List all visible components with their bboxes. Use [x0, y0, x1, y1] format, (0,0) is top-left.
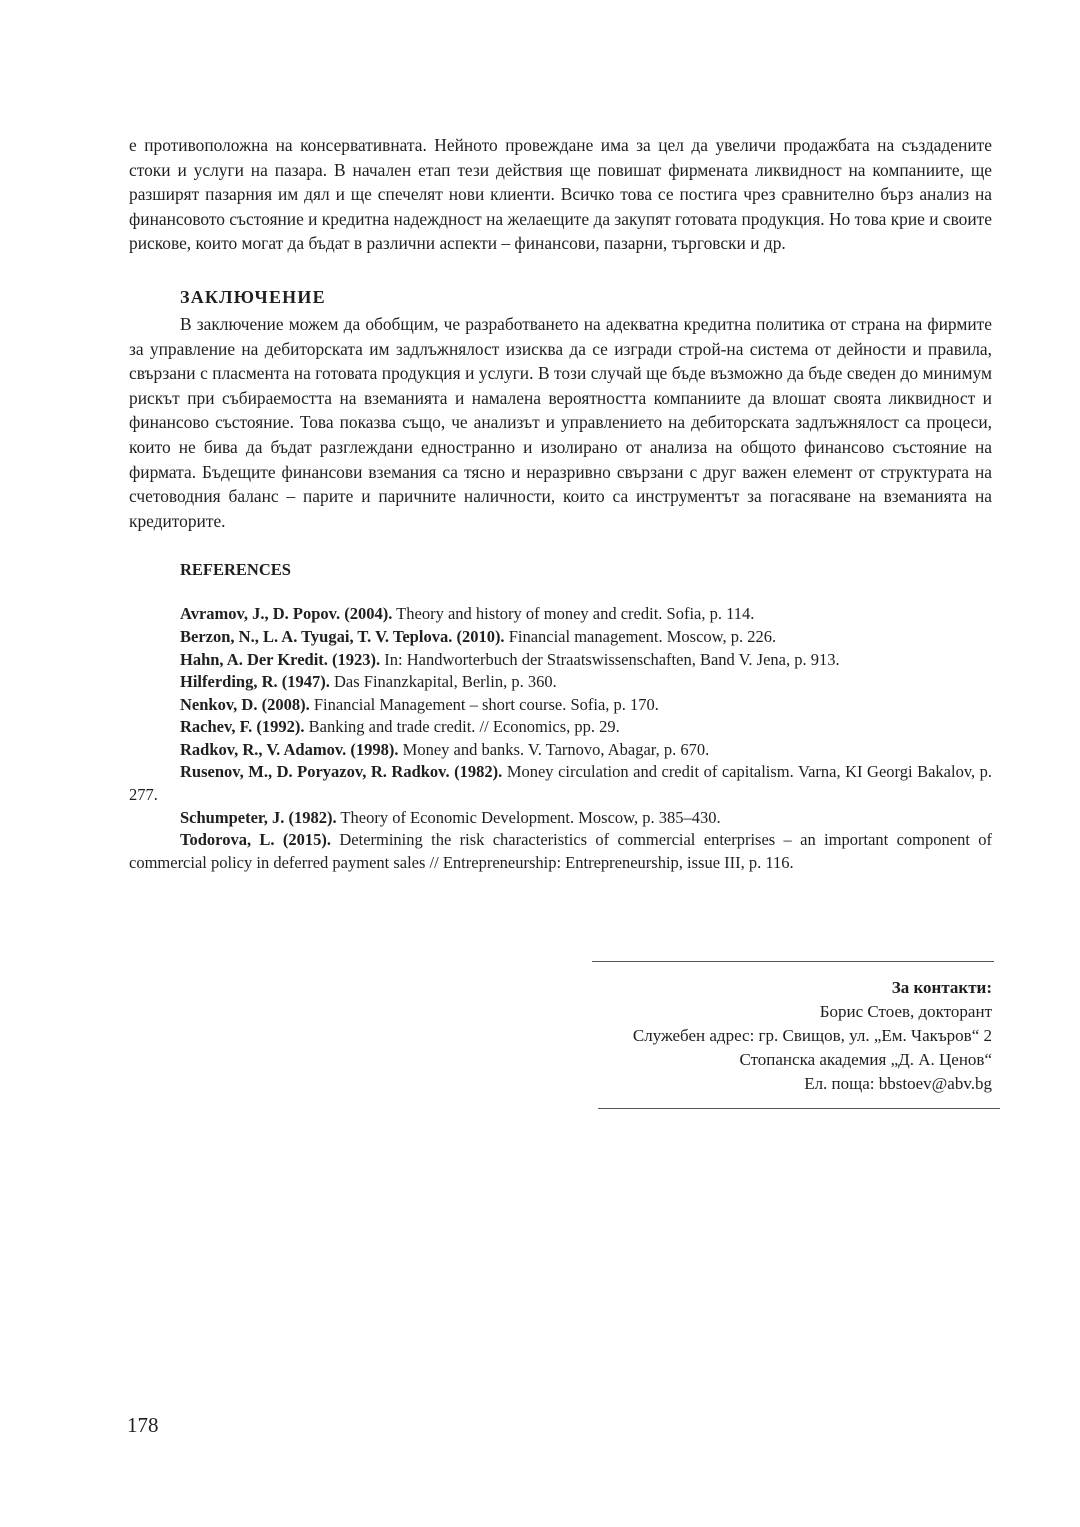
reference-authors: Rusenov, M., D. Poryazov, R. Radkov. (1982). [180, 762, 503, 782]
reference-authors: Nenkov, D. (2008). [180, 694, 310, 714]
reference-text: Theory and history of money and credit. Sofia, p. 114. [392, 604, 755, 624]
reference-item [129, 626, 992, 649]
conclusion-paragraph: В заключение можем да обобщим, че разработването на адекватна кредитна политика от страна на фирмите за управление на дебиторската им задлъжнялост изисква да се изгради строй-на система от дейности и правила, свързани с пласмента на готовата продукция и услуги. В този случай ще бъде възможно да бъде сведен до минимум рискът при събираемостта на вземанията и намалена вероятността компаниите да влошат своята ликвидност и финансово състояние. Това показва също, че анализът и управлението на дебиторската задлъжнялост са процеси, които не бива да бъдат разглеждани едностранно и изолирано от анализа на общото финансово състояние на фирмата. Бъдещите финансови вземания са тясно и неразривно свързани с друг важен елемент от структурата на счетоводния баланс – парите и паричните наличности, които са инструментът за погасяване на вземанията на кредиторите. [129, 313, 992, 531]
contacts-bottom-divider [598, 1108, 1000, 1109]
reference-item [129, 649, 992, 672]
contacts-block [590, 961, 1000, 1109]
reference-text: Money circulation and credit of capitalism. Varna, KI Georgi Bakalov, p. 277. [129, 762, 993, 805]
reference-item [129, 671, 992, 694]
reference-text: In: Handworterbuch der Straatswissenschaften, Band V. Jena, p. 913. [380, 649, 840, 669]
reference-text: Das Finanzkapital, Berlin, p. 360. [329, 672, 557, 692]
contacts-title: За контакти: [891, 978, 992, 997]
reference-item [129, 739, 992, 762]
reference-item [129, 829, 992, 874]
reference-authors: Hilferding, R. (1947). [180, 672, 330, 692]
contact-name: Борис Стоев, докторант [819, 1002, 992, 1021]
reference-item [129, 761, 992, 806]
reference-authors: Todorova, L. (2015). [180, 830, 332, 850]
reference-text: Financial management. Moscow, p. 226. [504, 626, 777, 646]
contact-institution: Стопанска академия „Д. А. Ценов“ [739, 1050, 992, 1069]
page-number: 178 [127, 1413, 159, 1437]
reference-authors: Schumpeter, J. (1982). [180, 807, 337, 827]
reference-text: Money and banks. V. Tarnovo, Abagar, p. 670. [398, 739, 710, 759]
contact-email: Ел. поща: bbstoev@abv.bg [804, 1074, 992, 1093]
intro-paragraph: е противоположна на консервативната. Нейното провеждане има за цел да увеличи продажбата на създадените стоки и услуги на пазара. В начален етап тези действия ще повишат фирмената ликвидност на компаниите, ще разширят пазарния им дял и ще спечелят нови клиенти. Всичко това се постига чрез сравнително бърз анализ на финансовото състояние и кредитна надеждност на желаещите да закупят готовата продукция. Но това крие и своите рискове, които могат да бъдат в различни аспекти – финансови, пазарни, търговски и др. [129, 135, 992, 254]
reference-item [129, 716, 992, 739]
references-list [129, 603, 992, 874]
reference-authors: Hahn, A. Der Kredit. (1923). [180, 649, 381, 669]
references-heading: REFERENCES [180, 560, 291, 580]
reference-item [129, 694, 992, 717]
contacts-lines [590, 962, 1000, 1096]
contact-address: Служебен адрес: гр. Свищов, ул. „Ем. Чакъров“ 2 [632, 1026, 992, 1045]
conclusion-heading: ЗАКЛЮЧЕНИЕ [180, 286, 326, 307]
reference-authors: Radkov, R., V. Adamov. (1998). [180, 739, 399, 759]
page-body [129, 133, 992, 874]
reference-text: Banking and trade credit. // Economics, pp. 29. [304, 717, 620, 737]
reference-text: Theory of Economic Development. Moscow, p. 385–430. [336, 807, 721, 827]
reference-item [129, 603, 992, 626]
reference-item [129, 807, 992, 830]
reference-authors: Berzon, N., L. A. Tyugai, T. V. Teplova. (2010). [180, 626, 505, 646]
reference-text: Financial Management – short course. Sofia, p. 170. [309, 694, 659, 714]
reference-authors: Avramov, J., D. Popov. (2004). [180, 604, 393, 624]
reference-text: Determining the risk characteristics of commercial enterprises – an important component of commercial policy in deferred payment sales // Entrepreneurship: Entrepreneurship, issue III, p. 116. [129, 830, 992, 872]
reference-authors: Rachev, F. (1992). [180, 717, 305, 737]
